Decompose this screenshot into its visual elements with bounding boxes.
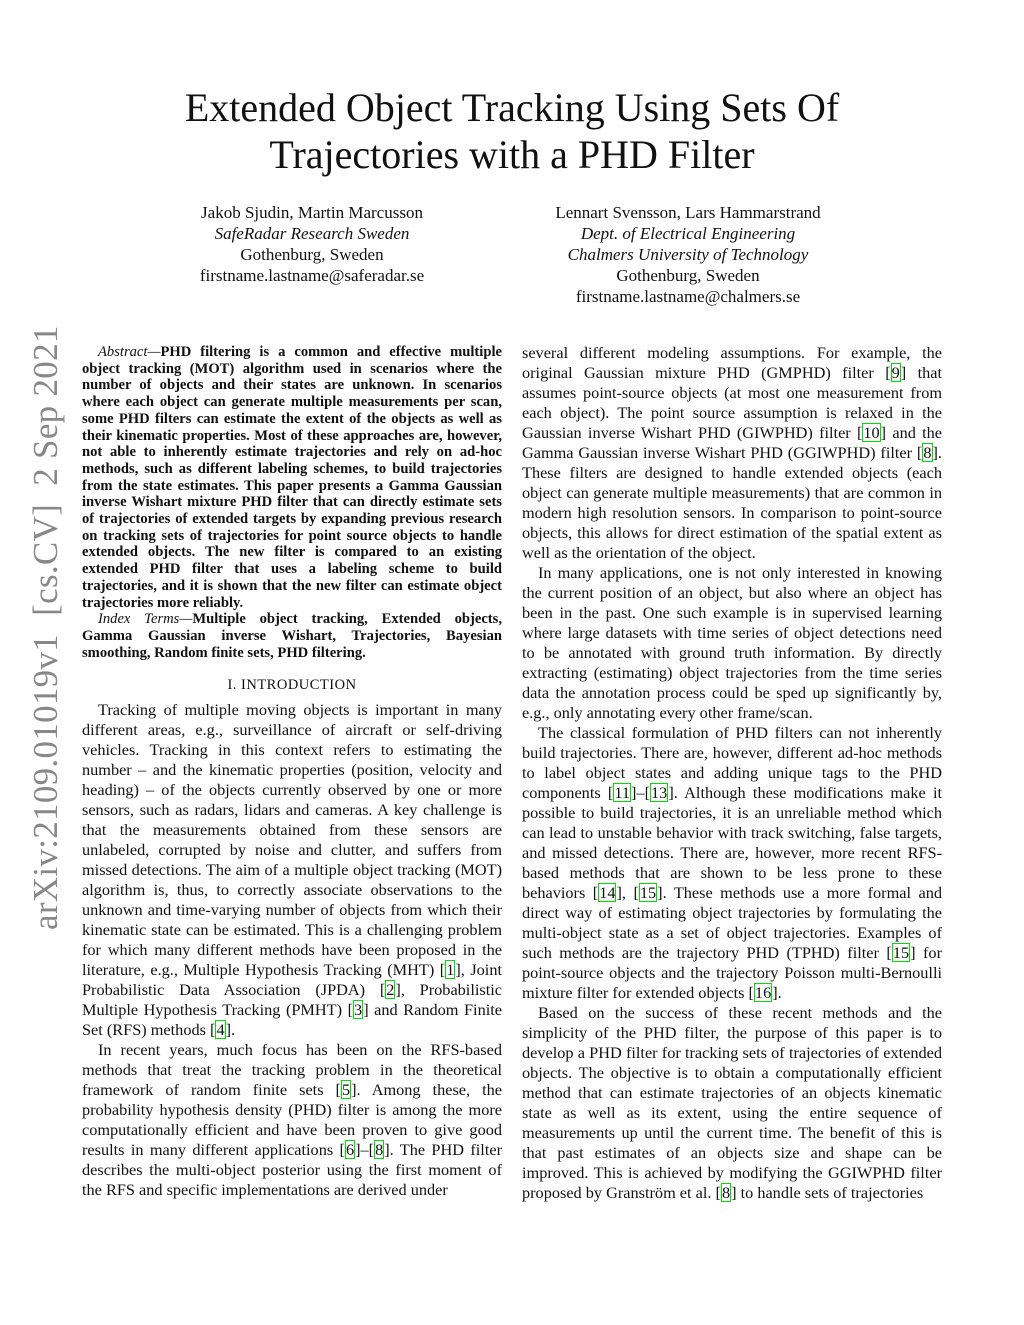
author-location: Gothenburg, Sweden: [240, 245, 384, 264]
citation-link[interactable]: 15: [639, 883, 657, 902]
citation-link[interactable]: 8: [923, 443, 932, 462]
author-location: Gothenburg, Sweden: [616, 266, 760, 285]
title-line: Extended Object Tracking Using Sets Of: [184, 85, 840, 130]
paper-title: [0, 84, 1024, 178]
author-block: [508, 202, 868, 307]
index-terms-text: Multiple object tracking, Extended objects, Gamma Gaussian inverse Wishart, Trajectories, Bayesian smoothing, Random finite sets, PHD filtering.: [82, 611, 502, 661]
author-names: Lennart Svensson, Lars Hammarstrand: [555, 203, 821, 222]
author-email[interactable]: firstname.lastname@saferadar.se: [199, 266, 425, 285]
abstract-text: PHD filtering is a common and effective multiple object tracking (MOT) algorithm used in scenarios where the number of objects and their states are unknown. In scenarios where each object can generate multiple measurements per scan, some PHD filters can estimate the extent of the objects as well as their kinematic properties. Most of these approaches are, however, not able to inherently estimate trajectories and rely on ad-hoc methods, such as different labeling schemes, to build trajectories from the state estimates. This paper presents a Gamma Gaussian inverse Wishart mixture PHD filter that can directly estimate sets of trajectories of extended targets by expanding previous research on tracking sets of trajectories for point source objects to handle extended objects. The new filter is compared to an existing extended PHD filter that uses a labeling scheme to build trajectories, and it is shown that the new filter can estimate object trajectories more reliably.: [82, 344, 502, 611]
author-email[interactable]: firstname.lastname@chalmers.se: [575, 287, 801, 306]
citation-link[interactable]: 15: [892, 943, 910, 962]
citation-link[interactable]: 1: [446, 960, 455, 980]
introduction-body-continued: [522, 343, 942, 1203]
citation-link[interactable]: 11: [614, 783, 631, 802]
citation-link[interactable]: 5: [341, 1080, 351, 1100]
paragraph: In many applications, one is not only interested in knowing the current position of an object, but also where an object has been in the past. One such example is in supervised learning where large datasets with time series of object detections need to be annotated with ground truth information. By directly extracting (estimating) object trajectories from the time series data the annotation process could be sped up significantly by, e.g., only annotating every other frame/scan.: [522, 563, 942, 722]
index-terms-label: Index Terms: [98, 611, 180, 628]
paragraph: The classical formulation of PHD filters can not inherently build trajectories. There are, however, different ad-hoc methods to label object states and adding unique tags to the PHD components [11]–[13]. Although these modifications make it possible to build trajectories, it is an unreliable method which can lead to unstable behavior with track switching, false targets, and missed detections. There are, however, more recent RFS-based methods that are shown to be less prone to these behaviors [14], [15]. These methods use a more formal and direct way of estimating object trajectories by formulating the multi-object state as a set of object trajectories. Examples of such methods are the trajectory PHD (TPHD) filter [15] for point-source objects and the trajectory Poisson multi-Bernoulli mixture filter for extended objects [16].: [522, 723, 943, 1002]
citation-link[interactable]: 8: [375, 1140, 384, 1160]
abstract: Abstract—PHD filtering is a common and effective multiple object tracking (MOT) algorithm used in scenarios where the number of objects and their states are unknown. In scenarios where each object can generate multiple measurements per scan, some PHD filters can estimate the extent of the objects as well as their kinematic properties. Most of these approaches are, however, not able to inherently estimate trajectories and rely on ad-hoc methods, such as different labeling schemes, to build trajectories from the state estimates. This paper presents a Gamma Gaussian inverse Wishart mixture PHD filter that can directly estimate sets of trajectories of extended targets by expanding previous research on tracking sets of trajectories for point source objects to handle extended objects. The new filter is compared to an existing extended PHD filter that uses a labeling scheme to build trajectories, and it is shown that the new filter can estimate object trajectories more reliably.: [82, 344, 502, 611]
citation-link[interactable]: 2: [386, 980, 395, 1000]
author-affiliation: Chalmers University of Technology: [567, 245, 809, 264]
index-terms: Index Terms—Multiple object tracking, Extended objects, Gamma Gaussian inverse Wishart, Trajectories, Bayesian smoothing, Random finite sets, PHD filtering.: [82, 611, 502, 661]
author-affiliation: SafeRadar Research Sweden: [214, 224, 410, 243]
citation-link[interactable]: 14: [599, 883, 616, 902]
citation-link[interactable]: 3: [354, 1000, 363, 1020]
author-names: Jakob Sjudin, Martin Marcusson: [201, 203, 423, 222]
citation-link[interactable]: 6: [345, 1140, 355, 1160]
introduction-body: [82, 700, 502, 1200]
paragraph: several different modeling assumptions. For example, the original Gaussian mixture PHD (GMPHD) filter [9] that assumes point-source objects (at most one measurement from each object). The point source assumption is relaxed in the Gaussian inverse Wishart PHD (GIWPHD) filter [10] and the Gamma Gaussian inverse Wishart PHD (GGIWPHD) filter [8]. These filters are designed to handle extended objects (each object can generate multiple measurements) that are common in modern high resolution sensors. In comparison to point-source objects, this allows for direct estimation of the spatial extent as well as the orientation of the object.: [522, 343, 943, 562]
citation-link[interactable]: 8: [721, 1183, 731, 1202]
author-affiliation: Dept. of Electrical Engineering: [580, 224, 796, 243]
title-line: Trajectories with a PHD Filter: [269, 132, 755, 177]
citation-link[interactable]: 4: [216, 1020, 225, 1040]
left-column: [82, 344, 502, 1200]
section-heading: I. INTRODUCTION: [227, 677, 357, 694]
citation-link[interactable]: 9: [891, 363, 900, 382]
citation-link[interactable]: 13: [651, 783, 668, 802]
paragraph: In recent years, much focus has been on the RFS-based methods that treat the tracking problem in the theoretical framework of random finite sets [5]. Among these, the probability hypothesis density (PHD) filter is among the more computationally efficient and have been proven to give good results in many different applications [6]–[8]. The PHD filter describes the multi-object posterior using the first moment of the RFS and specific implementations are derived under: [82, 1040, 503, 1200]
arxiv-identifier[interactable]: arXiv:2109.01019v1 [cs.CV] 2 Sep 2021: [26, 325, 65, 930]
right-column: [522, 343, 942, 1203]
paragraph: Based on the success of these recent methods and the simplicity of the PHD filter, the purpose of this paper is to develop a PHD filter for tracking sets of trajectories of extended objects. The objective is to obtain a computationally efficient method that can estimate trajectories of an objects kinematic state as well as its extent, using the entire sequence of measurements up until the current time. The benefit of this is that past estimates of an objects size and shape can be improved. This is achieved by modifying the GGIWPHD filter proposed by Granström et al. [8] to handle sets of trajectories: [522, 1003, 942, 1202]
abstract-label: Abstract: [98, 344, 148, 360]
citation-link[interactable]: 16: [754, 983, 772, 1002]
author-block: [132, 202, 492, 286]
paragraph: Tracking of multiple moving objects is important in many different areas, e.g., surveillance of aircraft or self-driving vehicles. Tracking in this context refers to estimating the number – and the kinematic properties (position, velocity and heading) – of the objects currently observed by one or more sensors, such as radars, lidars and cameras. A key challenge is that the measurements obtained from these sensors are unlabeled, corrupted by noise and clutter, and suffers from missed detections. The aim of a multiple object tracking (MOT) algorithm is, thus, to correctly associate observations to the unknown and time-varying number of objects from which their kinematic state can be estimated. This is a challenging problem for which many different methods have been proposed in the literature, e.g., Multiple Hypothesis Tracking (MHT) [1], Joint Probabilistic Data Association (JPDA) [2], Probabilistic Multiple Hypothesis Tracking (PMHT) [3] and Random Finite Set (RFS) methods [4].: [82, 700, 502, 1040]
citation-link[interactable]: 10: [863, 423, 880, 442]
